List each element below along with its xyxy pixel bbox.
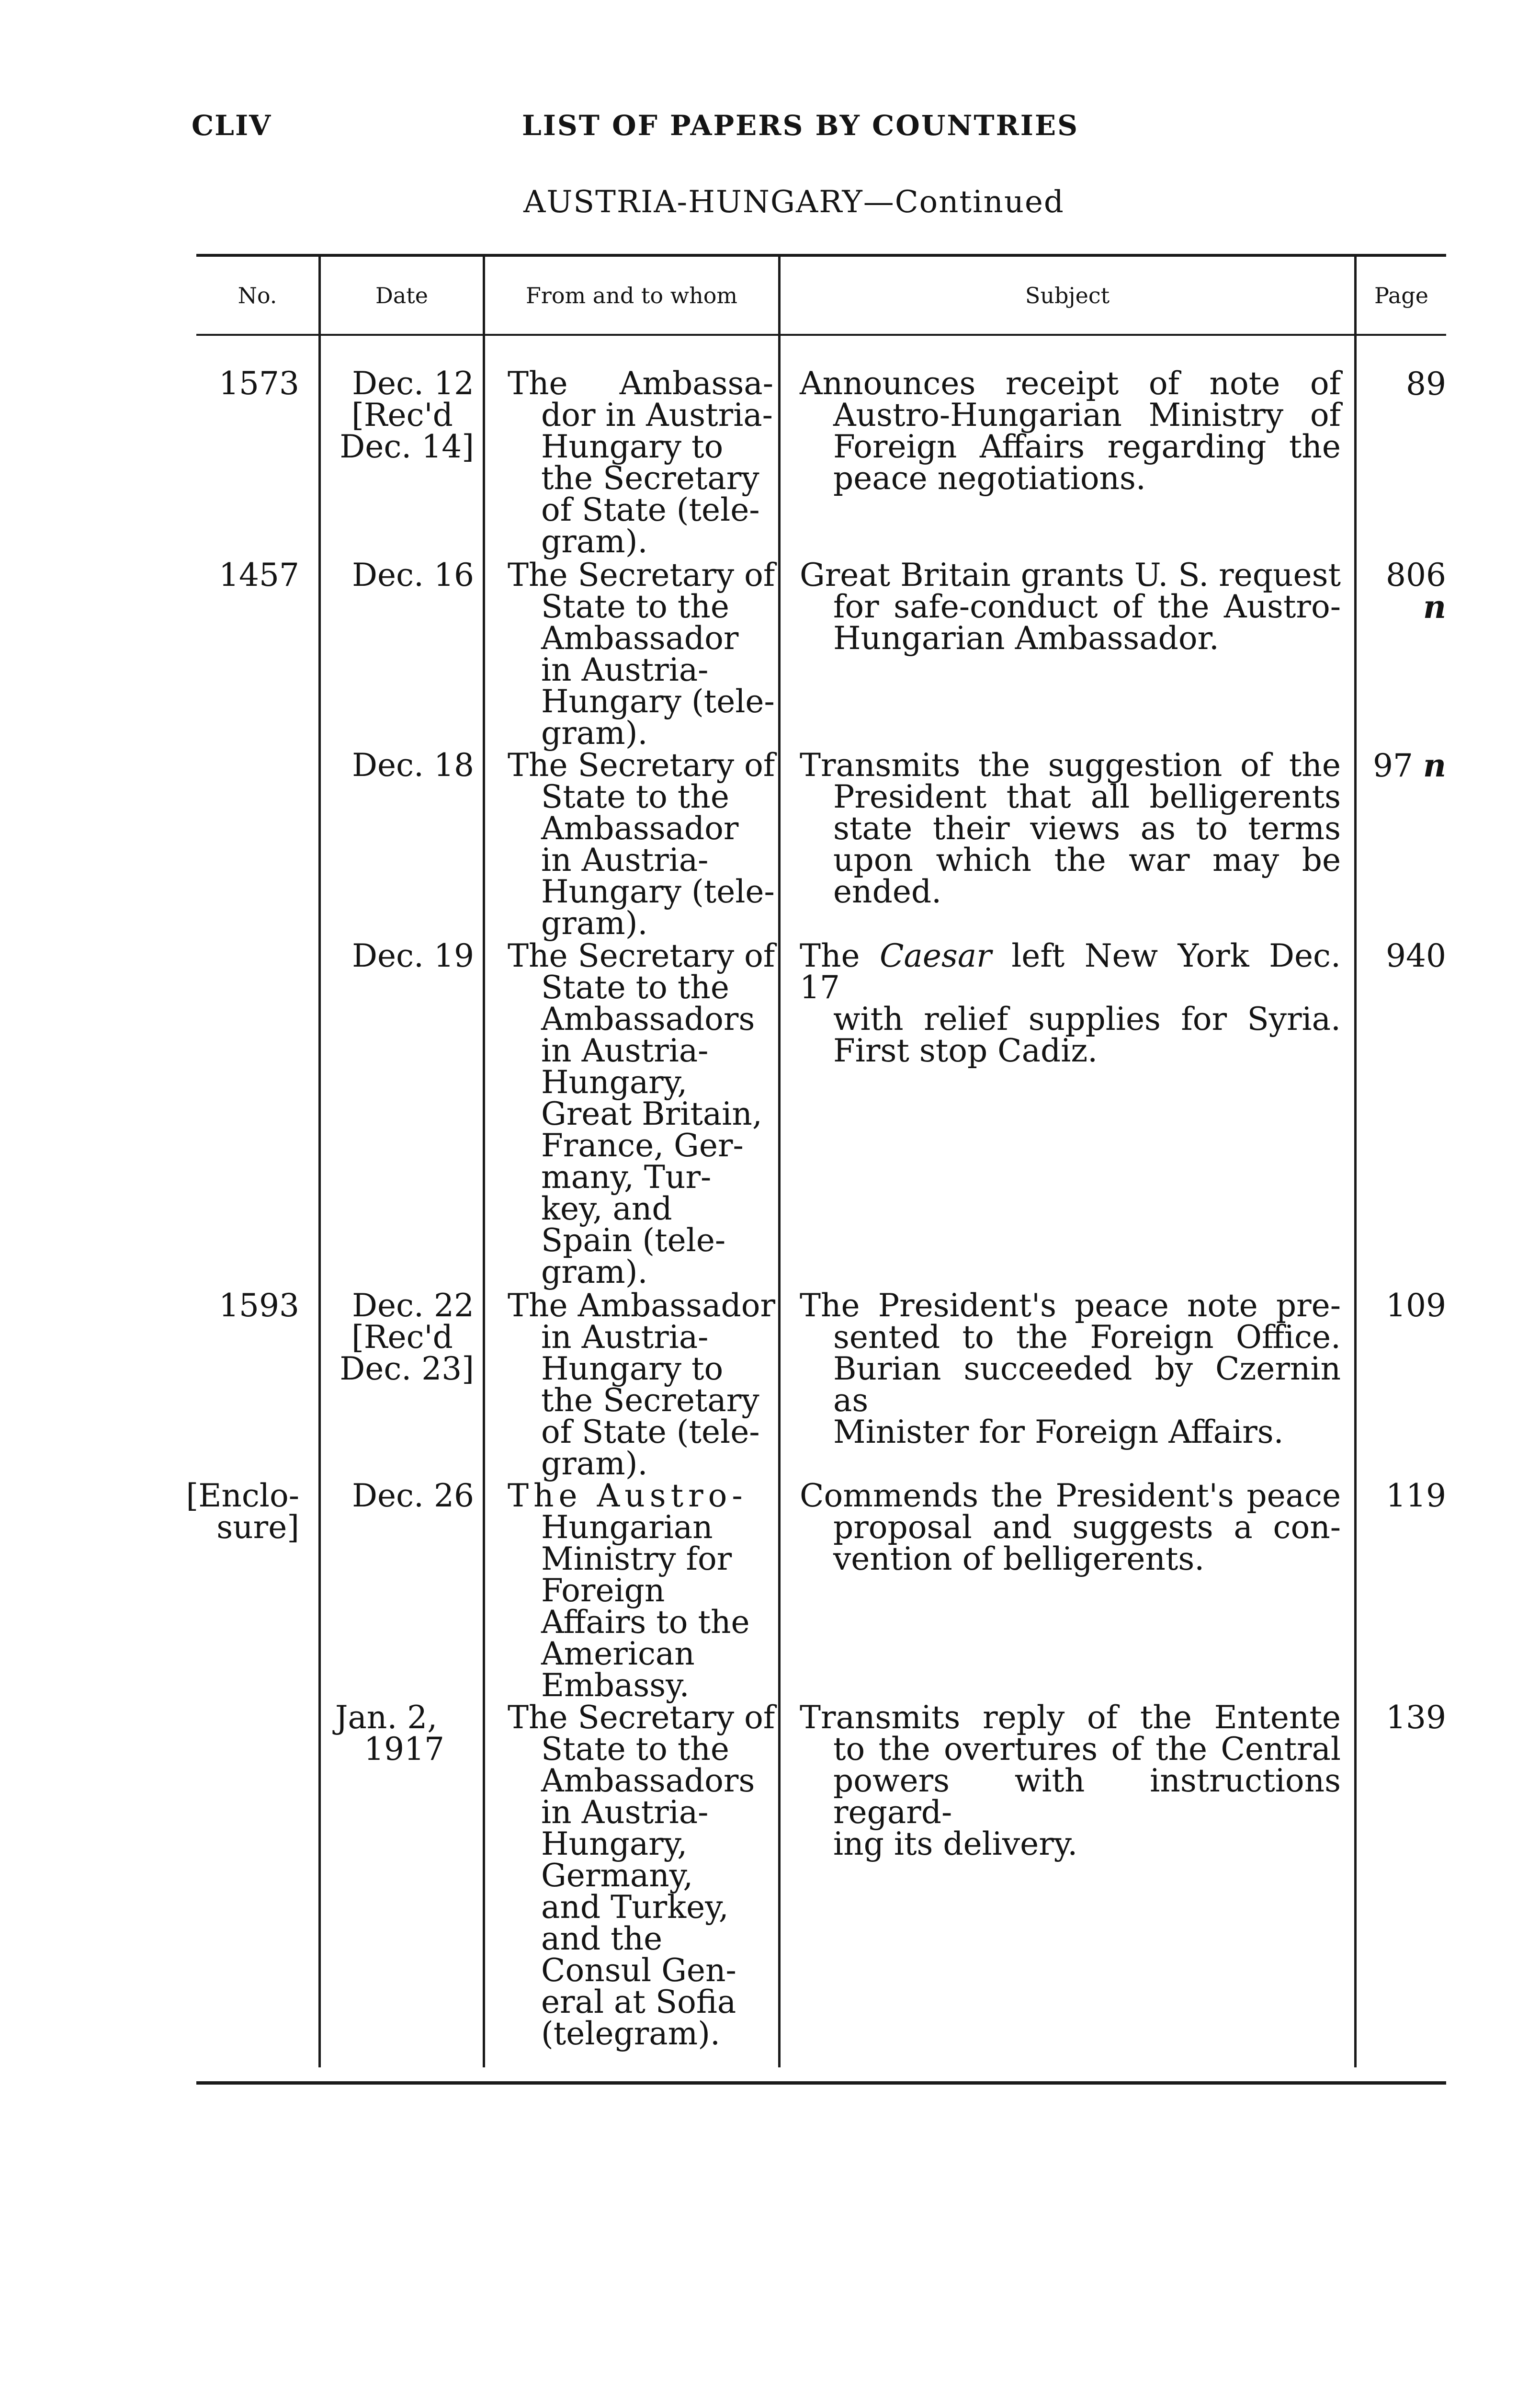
paper-date: Dec. 16 xyxy=(352,557,474,593)
column-header-no: No. xyxy=(238,283,277,308)
from-to-whom: The Secretary of State to the Ambassador in Austria- Hungary (tele- gram). xyxy=(508,557,775,752)
column-divider xyxy=(1354,257,1357,2067)
from-to-whom: The Austro- Hungarian Ministry for Foreign Affairs to the American Embassy. xyxy=(508,1477,750,1704)
page-ref: 139 xyxy=(1386,1699,1446,1736)
column-header-subject: Subject xyxy=(1025,283,1110,308)
column-divider xyxy=(318,257,321,2067)
paper-date: Dec. 19 xyxy=(352,937,474,974)
subject: Transmits the suggestion of the President that all belligerents state their views as to terms upon which the war may be ended. xyxy=(800,747,1341,910)
column-divider xyxy=(778,257,781,2067)
page-ref: 119 xyxy=(1386,1477,1446,1514)
section-title: AUSTRIA-HUNGARY—Continued xyxy=(523,184,1064,220)
subject: The President's peace note pre- sented to the Foreign Office. Burian succeeded by Czernin as Minister for Foreign Affairs. xyxy=(800,1287,1341,1450)
running-title: LIST OF PAPERS BY COUNTRIES xyxy=(522,109,1079,142)
from-to-whom: The Secretary of State to the Ambassadors in Austria- Hungary, Great Britain, France, Ger- many, Tur- key, and Spain (tele- gram). xyxy=(508,937,775,1290)
paper-date: Dec. 26 xyxy=(352,1477,474,1514)
column-header-date: Date xyxy=(375,283,428,308)
subject: Transmits reply of the Entente to the overtures of the Central powers with instructions regard- ing its delivery. xyxy=(800,1699,1341,1862)
paper-date: Dec. 22 [Rec'd Dec. 23] xyxy=(340,1287,474,1387)
column-header-page: Page xyxy=(1374,283,1428,308)
from-to-whom: The Secretary of State to the Ambassador in Austria- Hungary (tele- gram). xyxy=(508,747,775,942)
table-top-rule xyxy=(196,254,1446,257)
from-to-whom: The Ambassa- dor in Austria- Hungary to the Secretary of State (tele- gram). xyxy=(508,365,773,560)
page-ref: 940 xyxy=(1386,937,1446,974)
page-ref: 806 n xyxy=(1386,557,1446,626)
page-ref: 89 xyxy=(1406,365,1446,402)
page-number: CLIV xyxy=(192,109,272,142)
subject: Commends the President's peace proposal and suggests a con- vention of belligerents. xyxy=(800,1477,1341,1577)
page-ref: 109 xyxy=(1386,1287,1446,1324)
from-to-whom: The Ambassador in Austria- Hungary to the Secretary of State (tele- gram). xyxy=(508,1287,776,1482)
subject: Great Britain grants U. S. request for safe-conduct of the Austro- Hungarian Ambassador. xyxy=(800,557,1341,657)
paper-date: Dec. 18 xyxy=(352,747,474,784)
column-divider xyxy=(483,257,485,2067)
ship-name: Caesar xyxy=(880,937,992,974)
column-header-from-to: From and to whom xyxy=(525,283,738,308)
subject: Announces receipt of note of Austro-Hungarian Ministry of Foreign Affairs regarding the peace negotiations. xyxy=(800,365,1341,497)
paper-number: 1457 xyxy=(219,557,299,593)
paper-number: [Enclo- sure] xyxy=(186,1477,299,1546)
paper-number: 1573 xyxy=(219,365,299,402)
from-to-whom: The Secretary of State to the Ambassadors in Austria- Hungary, Germany, and Turkey, and the Consul Gen- eral at Sofia (telegram). xyxy=(508,1699,775,2052)
paper-number: 1593 xyxy=(219,1287,299,1324)
table-bottom-rule xyxy=(196,2081,1446,2085)
paper-date: Jan. 2, 1917 xyxy=(335,1699,444,1768)
paper-date: Dec. 12 [Rec'd Dec. 14] xyxy=(340,365,474,465)
page-ref: 97 n xyxy=(1373,747,1446,784)
subject: The Caesar left New York Dec. 17 with relief supplies for Syria. First stop Cadiz. xyxy=(800,937,1341,1069)
table-header-rule xyxy=(196,334,1446,336)
